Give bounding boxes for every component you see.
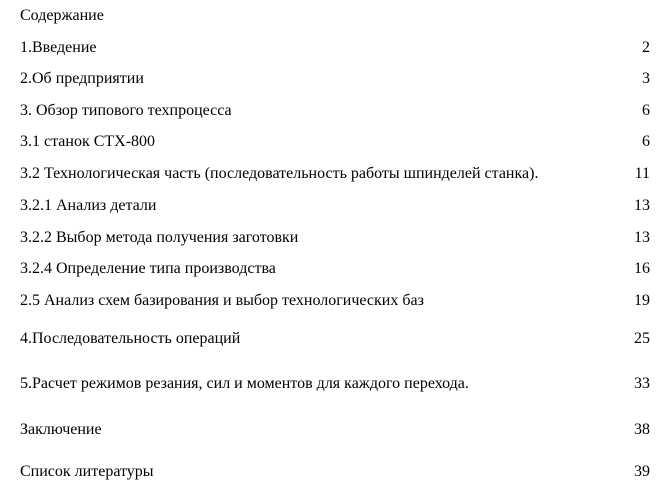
toc-entry-label: 3.2.2 Выбор метода получения заготовки: [20, 229, 299, 246]
toc-entry-label: 3.2.4 Определение типа производства: [20, 260, 276, 277]
toc-entry-label: 3.2 Технологическая часть (последовательность работы шпинделей станка).: [20, 165, 539, 182]
toc-entry-label: 2.5 Анализ схем базирования и выбор технологических баз: [20, 292, 424, 309]
toc-entry-conclusion: [20, 420, 650, 440]
toc-entry-label: 5.Расчет режимов резания, сил и моментов для каждого перехода.: [20, 375, 469, 392]
toc-entry-technological-part: [20, 164, 650, 184]
toc-entry-page-number: 39: [634, 463, 650, 480]
toc-entry-label: Список литературы: [20, 463, 154, 480]
toc-entry-page-number: 19: [634, 292, 650, 309]
toc-entry-page-number: 25: [634, 330, 650, 347]
toc-entry-introduction: [20, 38, 650, 58]
toc-entry-page-number: 2: [642, 39, 650, 56]
toc-entry-label: 3.1 станок CTX-800: [20, 133, 156, 150]
toc-entry-production-type: [20, 259, 650, 279]
toc-entry-page-number: 16: [634, 260, 650, 277]
toc-entry-label: 3. Обзор типового техпроцесса: [20, 102, 232, 119]
toc-entry-label: 2.Об предприятии: [20, 70, 144, 87]
toc-entry-blank-method: [20, 228, 650, 248]
toc-entry-label: 4.Последовательность операций: [20, 330, 241, 347]
toc-entry-typical-process-review: [20, 101, 650, 121]
toc-entry-label: Заключение: [20, 421, 102, 438]
toc-title: Содержание: [20, 7, 104, 24]
toc-entry-page-number: 13: [634, 197, 650, 214]
toc-entry-label: 1.Введение: [20, 39, 97, 56]
toc-entry-machine-ctx-800: [20, 132, 650, 152]
toc-entry-references: [20, 462, 650, 482]
toc-entry-page-number: 11: [634, 165, 650, 182]
toc-entry-page-number: 13: [634, 229, 650, 246]
toc-entry-page-number: 6: [642, 133, 650, 150]
toc-entry-page-number: 38: [634, 421, 650, 438]
toc-entry-page-number: 3: [642, 70, 650, 87]
toc-entry-about-enterprise: [20, 69, 650, 89]
toc-entry-page-number: 33: [634, 375, 650, 392]
toc-entry-operation-sequence: [20, 329, 650, 349]
toc-entry-part-analysis: [20, 196, 650, 216]
toc-entry-page-number: 6: [642, 102, 650, 119]
toc-entry-cutting-modes: [20, 374, 650, 394]
toc-entry-basing-schemes: [20, 291, 650, 311]
toc-entry-label: 3.2.1 Анализ детали: [20, 197, 157, 214]
